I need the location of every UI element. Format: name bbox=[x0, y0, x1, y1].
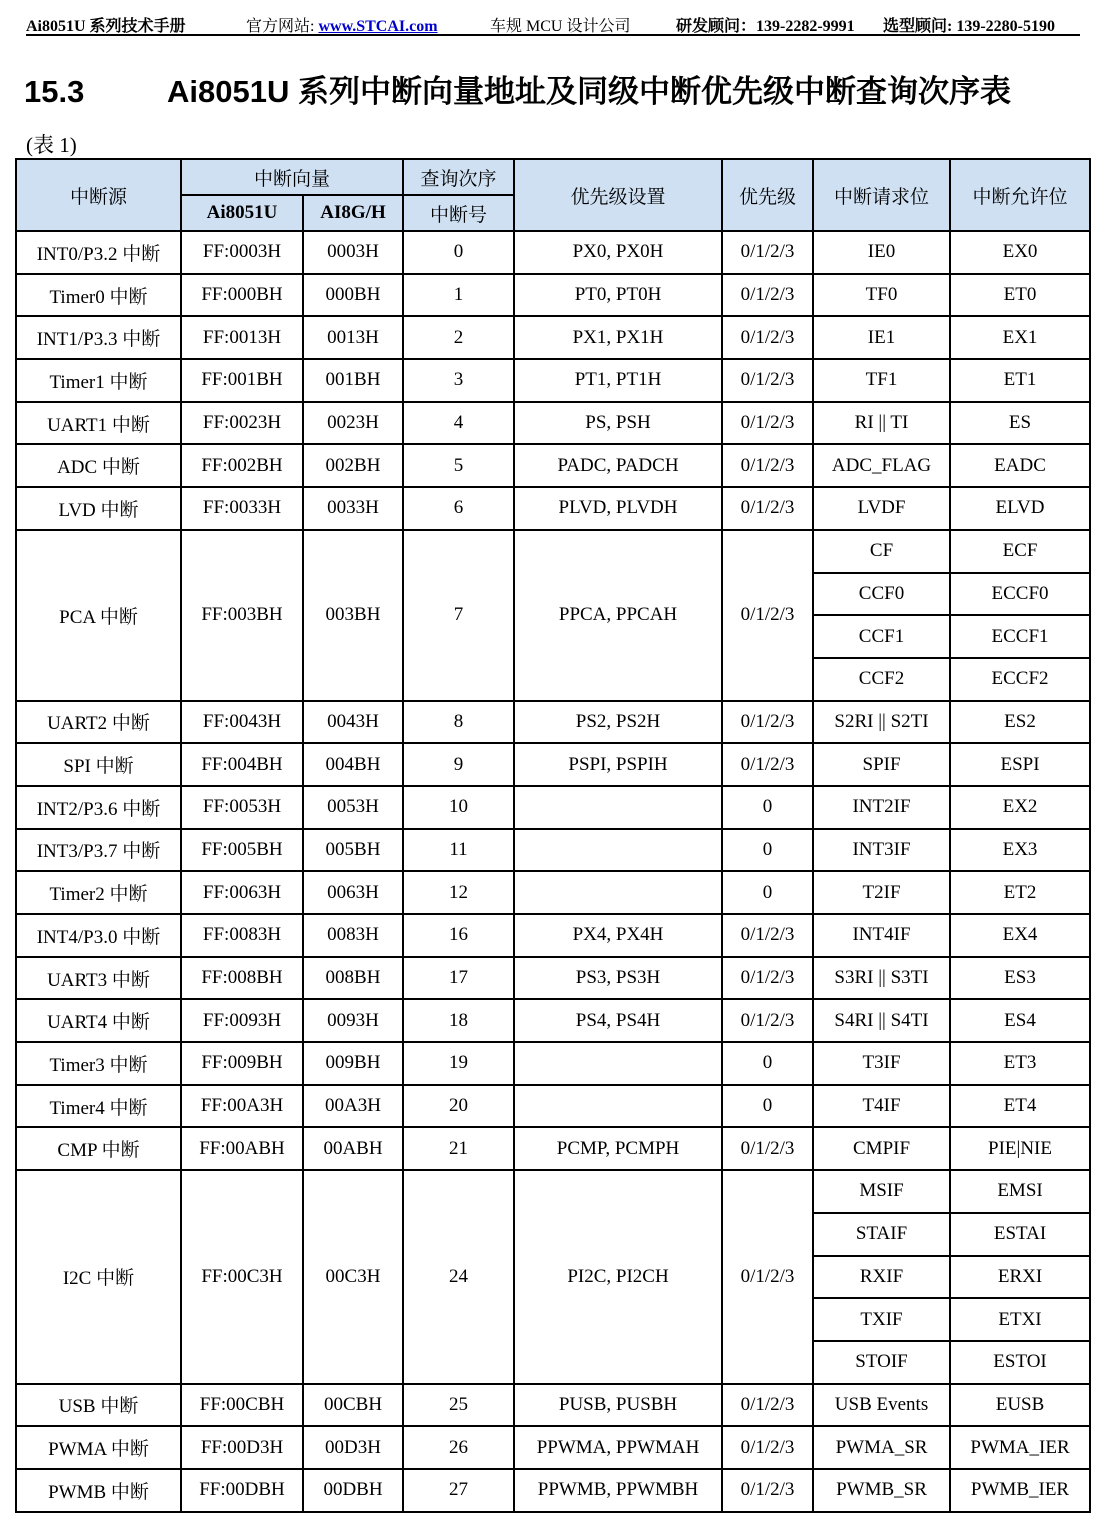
table-row bbox=[16, 530, 1090, 573]
cell-interrupt-no: 17 bbox=[403, 957, 514, 1000]
cell-enable-bit: EX2 bbox=[950, 786, 1090, 829]
cell-enable-bit: PWMA_IER bbox=[950, 1426, 1090, 1469]
cell-interrupt-no: 1 bbox=[403, 274, 514, 317]
table-row bbox=[16, 231, 1090, 274]
cell-request-bit: CMPIF bbox=[813, 1127, 950, 1170]
cell-source: CMP 中断 bbox=[16, 1127, 181, 1170]
cell-interrupt-no: 9 bbox=[403, 743, 514, 786]
cell-priority: 0/1/2/3 bbox=[722, 999, 813, 1042]
cell-interrupt-no: 26 bbox=[403, 1426, 514, 1469]
table-row bbox=[16, 1384, 1090, 1427]
cell-vector-ai8g: 0043H bbox=[303, 701, 403, 744]
cell-vector-ai8051u: FF:00DBH bbox=[181, 1469, 303, 1512]
cell-vector-ai8g: 0093H bbox=[303, 999, 403, 1042]
table-row bbox=[16, 359, 1090, 402]
cell-priority: 0/1/2/3 bbox=[722, 1384, 813, 1427]
cell-interrupt-no: 2 bbox=[403, 316, 514, 359]
section-number: 15.3 bbox=[24, 74, 85, 109]
col-header-source: 中断源 bbox=[16, 159, 181, 231]
cell-request-bit: T4IF bbox=[813, 1085, 950, 1128]
cell-enable-bit: PWMB_IER bbox=[950, 1469, 1090, 1512]
cell-source: UART4 中断 bbox=[16, 999, 181, 1042]
cell-request-bit: INT3IF bbox=[813, 829, 950, 872]
cell-interrupt-no: 5 bbox=[403, 444, 514, 487]
cell-source: ADC 中断 bbox=[16, 444, 181, 487]
cell-interrupt-no: 19 bbox=[403, 1042, 514, 1085]
cell-source: Timer0 中断 bbox=[16, 274, 181, 317]
cell-vector-ai8g: 0083H bbox=[303, 914, 403, 957]
cell-priority: 0/1/2/3 bbox=[722, 1426, 813, 1469]
cell-enable-bit: ES3 bbox=[950, 957, 1090, 1000]
cell-vector-ai8051u: FF:00A3H bbox=[181, 1085, 303, 1128]
cell-vector-ai8051u: FF:00D3H bbox=[181, 1426, 303, 1469]
cell-vector-ai8051u: FF:009BH bbox=[181, 1042, 303, 1085]
cell-interrupt-no: 16 bbox=[403, 914, 514, 957]
col-header-query-order: 查询次序 bbox=[403, 159, 514, 195]
cell-enable-bit: ES bbox=[950, 402, 1090, 445]
cell-interrupt-no: 25 bbox=[403, 1384, 514, 1427]
cell-request-bit: RI || TI bbox=[813, 402, 950, 445]
table-row bbox=[16, 701, 1090, 744]
cell-request-bit: TF1 bbox=[813, 359, 950, 402]
cell-enable-bit: EUSB bbox=[950, 1384, 1090, 1427]
cell-interrupt-no: 8 bbox=[403, 701, 514, 744]
cell-source: Timer4 中断 bbox=[16, 1085, 181, 1128]
cell-vector-ai8g: 005BH bbox=[303, 829, 403, 872]
cell-priority-setting: PPCA, PPCAH bbox=[514, 530, 722, 701]
cell-enable-bit: PIE|NIE bbox=[950, 1127, 1090, 1170]
cell-priority-setting bbox=[514, 1042, 722, 1085]
table-row bbox=[16, 914, 1090, 957]
cell-request-bit: S4RI || S4TI bbox=[813, 999, 950, 1042]
cell-source: INT3/P3.7 中断 bbox=[16, 829, 181, 872]
col-header-enable-bit: 中断允许位 bbox=[950, 159, 1090, 231]
cell-interrupt-no: 24 bbox=[403, 1170, 514, 1383]
cell-priority-setting: PI2C, PI2CH bbox=[514, 1170, 722, 1383]
cell-enable-bit: EADC bbox=[950, 444, 1090, 487]
cell-vector-ai8051u: FF:0083H bbox=[181, 914, 303, 957]
cell-vector-ai8051u: FF:002BH bbox=[181, 444, 303, 487]
cell-priority-setting: PS2, PS2H bbox=[514, 701, 722, 744]
cell-request-bit: USB Events bbox=[813, 1384, 950, 1427]
cell-priority-setting: PSPI, PSPIH bbox=[514, 743, 722, 786]
cell-vector-ai8051u: FF:0043H bbox=[181, 701, 303, 744]
col-header-request-bit: 中断请求位 bbox=[813, 159, 950, 231]
cell-source: INT2/P3.6 中断 bbox=[16, 786, 181, 829]
cell-priority-setting: PADC, PADCH bbox=[514, 444, 722, 487]
cell-enable-bit: ET1 bbox=[950, 359, 1090, 402]
cell-vector-ai8g: 0033H bbox=[303, 487, 403, 530]
table-caption: (表 1) bbox=[26, 133, 77, 157]
cell-source: PWMB 中断 bbox=[16, 1469, 181, 1512]
cell-enable-bit: ETXI bbox=[950, 1298, 1090, 1341]
cell-interrupt-no: 11 bbox=[403, 829, 514, 872]
cell-vector-ai8g: 00ABH bbox=[303, 1127, 403, 1170]
cell-interrupt-no: 0 bbox=[403, 231, 514, 274]
cell-request-bit: STOIF bbox=[813, 1341, 950, 1384]
cell-enable-bit: ECCF2 bbox=[950, 658, 1090, 701]
cell-vector-ai8051u: FF:005BH bbox=[181, 829, 303, 872]
cell-enable-bit: EX4 bbox=[950, 914, 1090, 957]
cell-enable-bit: ET4 bbox=[950, 1085, 1090, 1128]
cell-source: UART1 中断 bbox=[16, 402, 181, 445]
cell-priority-setting: PT0, PT0H bbox=[514, 274, 722, 317]
cell-priority-setting: PX0, PX0H bbox=[514, 231, 722, 274]
cell-request-bit: CCF1 bbox=[813, 615, 950, 658]
table-row bbox=[16, 487, 1090, 530]
cell-vector-ai8g: 008BH bbox=[303, 957, 403, 1000]
col-header-priority-setting: 优先级设置 bbox=[514, 159, 722, 231]
cell-enable-bit: ESTAI bbox=[950, 1213, 1090, 1256]
cell-priority: 0/1/2/3 bbox=[722, 444, 813, 487]
table-row bbox=[16, 871, 1090, 914]
cell-interrupt-no: 4 bbox=[403, 402, 514, 445]
cell-source: INT0/P3.2 中断 bbox=[16, 231, 181, 274]
cell-priority-setting bbox=[514, 1085, 722, 1128]
cell-enable-bit: EX1 bbox=[950, 316, 1090, 359]
cell-priority: 0/1/2/3 bbox=[722, 274, 813, 317]
cell-vector-ai8g: 00CBH bbox=[303, 1384, 403, 1427]
cell-priority: 0/1/2/3 bbox=[722, 402, 813, 445]
website bbox=[246, 13, 438, 36]
table-row bbox=[16, 1042, 1090, 1085]
cell-enable-bit: ESPI bbox=[950, 743, 1090, 786]
cell-enable-bit: ERXI bbox=[950, 1256, 1090, 1299]
table-row bbox=[16, 786, 1090, 829]
cell-vector-ai8g: 0023H bbox=[303, 402, 403, 445]
cell-vector-ai8g: 00A3H bbox=[303, 1085, 403, 1128]
cell-interrupt-no: 3 bbox=[403, 359, 514, 402]
cell-priority: 0/1/2/3 bbox=[722, 1170, 813, 1383]
table-row bbox=[16, 444, 1090, 487]
cell-interrupt-no: 18 bbox=[403, 999, 514, 1042]
cell-request-bit: CF bbox=[813, 530, 950, 573]
cell-enable-bit: EX0 bbox=[950, 231, 1090, 274]
cell-source: Timer3 中断 bbox=[16, 1042, 181, 1085]
table-row bbox=[16, 316, 1090, 359]
cell-source: UART3 中断 bbox=[16, 957, 181, 1000]
cell-request-bit: LVDF bbox=[813, 487, 950, 530]
cell-priority-setting: PT1, PT1H bbox=[514, 359, 722, 402]
table-row bbox=[16, 1085, 1090, 1128]
cell-priority-setting bbox=[514, 829, 722, 872]
col-header-priority: 优先级 bbox=[722, 159, 813, 231]
page-header bbox=[26, 6, 1080, 36]
table-row bbox=[16, 957, 1090, 1000]
cell-request-bit: TF0 bbox=[813, 274, 950, 317]
col-header-vector: 中断向量 bbox=[181, 159, 403, 195]
cell-vector-ai8051u: FF:0063H bbox=[181, 871, 303, 914]
cell-request-bit: INT4IF bbox=[813, 914, 950, 957]
table-row bbox=[16, 402, 1090, 445]
cell-interrupt-no: 20 bbox=[403, 1085, 514, 1128]
cell-request-bit: INT2IF bbox=[813, 786, 950, 829]
section-title: Ai8051U 系列中断向量地址及同级中断优先级中断查询次序表 bbox=[167, 74, 1011, 109]
col-header-vector-ai8g: AI8G/H bbox=[303, 195, 403, 231]
cell-interrupt-no: 27 bbox=[403, 1469, 514, 1512]
cell-interrupt-no: 10 bbox=[403, 786, 514, 829]
cell-source: SPI 中断 bbox=[16, 743, 181, 786]
cell-enable-bit: ECCF0 bbox=[950, 573, 1090, 616]
cell-vector-ai8051u: FF:001BH bbox=[181, 359, 303, 402]
cell-priority-setting bbox=[514, 871, 722, 914]
cell-vector-ai8051u: FF:00C3H bbox=[181, 1170, 303, 1383]
cell-vector-ai8051u: FF:0023H bbox=[181, 402, 303, 445]
cell-priority-setting: PLVD, PLVDH bbox=[514, 487, 722, 530]
cell-request-bit: CCF0 bbox=[813, 573, 950, 616]
cell-priority-setting: PX4, PX4H bbox=[514, 914, 722, 957]
table-row bbox=[16, 1426, 1090, 1469]
cell-enable-bit: ET2 bbox=[950, 871, 1090, 914]
cell-priority: 0/1/2/3 bbox=[722, 316, 813, 359]
cell-vector-ai8051u: FF:004BH bbox=[181, 743, 303, 786]
table-row bbox=[16, 1127, 1090, 1170]
cell-source: LVD 中断 bbox=[16, 487, 181, 530]
cell-vector-ai8g: 0013H bbox=[303, 316, 403, 359]
cell-source: Timer2 中断 bbox=[16, 871, 181, 914]
cell-vector-ai8g: 00D3H bbox=[303, 1426, 403, 1469]
cell-request-bit: S2RI || S2TI bbox=[813, 701, 950, 744]
cell-priority-setting: PS, PSH bbox=[514, 402, 722, 445]
col-header-vector-ai8051u: Ai8051U bbox=[181, 195, 303, 231]
cell-priority: 0/1/2/3 bbox=[722, 1127, 813, 1170]
cell-enable-bit: ET0 bbox=[950, 274, 1090, 317]
cell-enable-bit: ESTOI bbox=[950, 1341, 1090, 1384]
cell-vector-ai8051u: FF:0013H bbox=[181, 316, 303, 359]
cell-priority: 0/1/2/3 bbox=[722, 914, 813, 957]
cell-source: PCA 中断 bbox=[16, 530, 181, 701]
cell-vector-ai8051u: FF:00CBH bbox=[181, 1384, 303, 1427]
cell-enable-bit: EMSI bbox=[950, 1170, 1090, 1213]
cell-priority-setting: PS4, PS4H bbox=[514, 999, 722, 1042]
cell-enable-bit: ECCF1 bbox=[950, 615, 1090, 658]
cell-vector-ai8g: 0063H bbox=[303, 871, 403, 914]
cell-request-bit: MSIF bbox=[813, 1170, 950, 1213]
cell-vector-ai8051u: FF:000BH bbox=[181, 274, 303, 317]
cell-enable-bit: ES4 bbox=[950, 999, 1090, 1042]
cell-request-bit: STAIF bbox=[813, 1213, 950, 1256]
cell-priority: 0 bbox=[722, 1042, 813, 1085]
cell-vector-ai8051u: FF:0093H bbox=[181, 999, 303, 1042]
cell-priority: 0/1/2/3 bbox=[722, 530, 813, 701]
interrupt-table bbox=[15, 158, 1091, 1513]
cell-request-bit: T3IF bbox=[813, 1042, 950, 1085]
cell-source: I2C 中断 bbox=[16, 1170, 181, 1383]
cell-priority: 0/1/2/3 bbox=[722, 487, 813, 530]
cell-vector-ai8g: 00DBH bbox=[303, 1469, 403, 1512]
cell-enable-bit: ECF bbox=[950, 530, 1090, 573]
cell-priority: 0 bbox=[722, 786, 813, 829]
cell-priority: 0 bbox=[722, 871, 813, 914]
cell-priority: 0 bbox=[722, 829, 813, 872]
cell-vector-ai8g: 0053H bbox=[303, 786, 403, 829]
cell-request-bit: SPIF bbox=[813, 743, 950, 786]
cell-enable-bit: ELVD bbox=[950, 487, 1090, 530]
cell-request-bit: TXIF bbox=[813, 1298, 950, 1341]
cell-source: PWMA 中断 bbox=[16, 1426, 181, 1469]
cell-request-bit: RXIF bbox=[813, 1256, 950, 1299]
cell-priority: 0/1/2/3 bbox=[722, 743, 813, 786]
cell-priority: 0/1/2/3 bbox=[722, 231, 813, 274]
cell-request-bit: CCF2 bbox=[813, 658, 950, 701]
cell-interrupt-no: 12 bbox=[403, 871, 514, 914]
cell-priority-setting: PX1, PX1H bbox=[514, 316, 722, 359]
cell-vector-ai8051u: FF:008BH bbox=[181, 957, 303, 1000]
sales-contact: 选型顾问: 139-2280-5190 bbox=[883, 18, 1055, 35]
cell-priority-setting: PCMP, PCMPH bbox=[514, 1127, 722, 1170]
cell-priority: 0/1/2/3 bbox=[722, 957, 813, 1000]
cell-enable-bit: EX3 bbox=[950, 829, 1090, 872]
cell-priority-setting: PUSB, PUSBH bbox=[514, 1384, 722, 1427]
cell-enable-bit: ET3 bbox=[950, 1042, 1090, 1085]
cell-request-bit: T2IF bbox=[813, 871, 950, 914]
doc-title: Ai8051U 系列技术手册 bbox=[26, 18, 186, 35]
cell-priority-setting: PS3, PS3H bbox=[514, 957, 722, 1000]
table-row bbox=[16, 999, 1090, 1042]
cell-vector-ai8g: 004BH bbox=[303, 743, 403, 786]
cell-vector-ai8g: 003BH bbox=[303, 530, 403, 701]
cell-priority-setting: PPWMB, PPWMBH bbox=[514, 1469, 722, 1512]
cell-vector-ai8g: 002BH bbox=[303, 444, 403, 487]
cell-source: INT4/P3.0 中断 bbox=[16, 914, 181, 957]
cell-vector-ai8051u: FF:0053H bbox=[181, 786, 303, 829]
cell-interrupt-no: 21 bbox=[403, 1127, 514, 1170]
cell-source: Timer1 中断 bbox=[16, 359, 181, 402]
cell-request-bit: PWMA_SR bbox=[813, 1426, 950, 1469]
website-label: 官方网站: bbox=[246, 18, 315, 35]
cell-interrupt-no: 7 bbox=[403, 530, 514, 701]
cell-vector-ai8g: 000BH bbox=[303, 274, 403, 317]
cell-enable-bit: ES2 bbox=[950, 701, 1090, 744]
cell-source: UART2 中断 bbox=[16, 701, 181, 744]
cell-priority-setting: PPWMA, PPWMAH bbox=[514, 1426, 722, 1469]
website-link[interactable]: www.STCAI.com bbox=[318, 18, 438, 35]
rd-contact: 研发顾问：139-2282-9991 bbox=[676, 18, 855, 35]
table-row bbox=[16, 743, 1090, 786]
col-header-interrupt-no: 中断号 bbox=[403, 195, 514, 231]
cell-priority: 0/1/2/3 bbox=[722, 359, 813, 402]
cell-request-bit: ADC_FLAG bbox=[813, 444, 950, 487]
cell-source: INT1/P3.3 中断 bbox=[16, 316, 181, 359]
cell-request-bit: S3RI || S3TI bbox=[813, 957, 950, 1000]
table-row bbox=[16, 274, 1090, 317]
cell-priority: 0 bbox=[722, 1085, 813, 1128]
cell-vector-ai8g: 00C3H bbox=[303, 1170, 403, 1383]
company-tagline: 车规 MCU 设计公司 bbox=[490, 18, 631, 35]
cell-interrupt-no: 6 bbox=[403, 487, 514, 530]
cell-vector-ai8051u: FF:0033H bbox=[181, 487, 303, 530]
table-body bbox=[16, 231, 1090, 1512]
cell-source: USB 中断 bbox=[16, 1384, 181, 1427]
cell-priority: 0/1/2/3 bbox=[722, 1469, 813, 1512]
cell-vector-ai8g: 001BH bbox=[303, 359, 403, 402]
cell-request-bit: IE1 bbox=[813, 316, 950, 359]
table-row bbox=[16, 1170, 1090, 1213]
cell-priority-setting bbox=[514, 786, 722, 829]
table-row bbox=[16, 1469, 1090, 1512]
cell-request-bit: PWMB_SR bbox=[813, 1469, 950, 1512]
cell-priority: 0/1/2/3 bbox=[722, 701, 813, 744]
table-row bbox=[16, 829, 1090, 872]
cell-vector-ai8051u: FF:003BH bbox=[181, 530, 303, 701]
cell-vector-ai8g: 0003H bbox=[303, 231, 403, 274]
cell-request-bit: IE0 bbox=[813, 231, 950, 274]
cell-vector-ai8g: 009BH bbox=[303, 1042, 403, 1085]
cell-vector-ai8051u: FF:00ABH bbox=[181, 1127, 303, 1170]
cell-vector-ai8051u: FF:0003H bbox=[181, 231, 303, 274]
section-heading bbox=[24, 72, 1084, 112]
